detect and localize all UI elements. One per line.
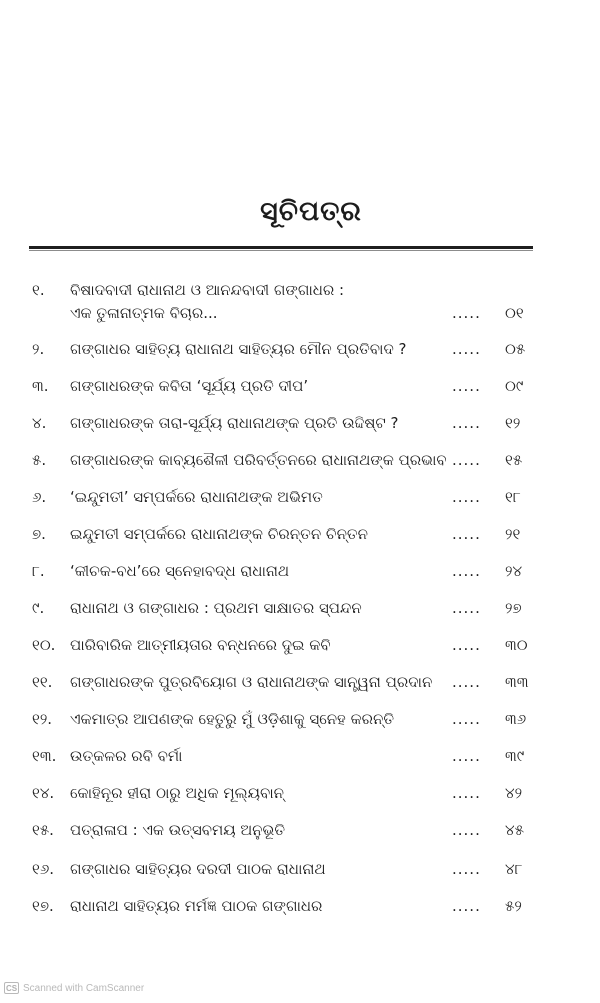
entry-title: ଗଙ୍ଗାଧର ସାହିତ୍ୟ ରାଧାନାଥ ସାହିତ୍ୟର ମୌନ ପ୍ରତିବାଦ ? bbox=[70, 340, 407, 358]
entry-page-number: ୧୮ bbox=[505, 488, 521, 506]
entry-title: ଇନ୍ଦୁମତୀ ସମ୍ପର୍କରେ ରାଧାନାଥଙ୍କ ଚିରନ୍ତନ ଚିନ୍ତନ bbox=[70, 525, 368, 543]
entry-title: ‘କୀଚକ-ବଧ’ରେ ସ୍ନେହାବଦ୍ଧ ରାଧାନାଥ bbox=[70, 562, 290, 580]
toc-entry bbox=[0, 747, 600, 773]
entry-page-number: ୩୯ bbox=[505, 747, 525, 765]
dot-leader: ..... bbox=[452, 562, 481, 580]
entry-title-line2: ଏକ ତୁଳାନାତ୍ମକ ବିଚାର... bbox=[70, 304, 218, 322]
dot-leader: ..... bbox=[452, 525, 481, 543]
toc-entry bbox=[0, 860, 600, 886]
toc-entry bbox=[0, 340, 600, 366]
entry-page-number: ୨୧ bbox=[505, 525, 521, 543]
entry-number: ୬. bbox=[32, 488, 47, 506]
toc-entry bbox=[0, 488, 600, 514]
dot-leader: ..... bbox=[452, 599, 481, 617]
entry-page-number: ୩୬ bbox=[505, 710, 527, 728]
entry-number: ୫. bbox=[32, 451, 47, 469]
entry-title: କୋହିନୂର ହୀରା ଠାରୁ ଅଧିକ ମୂଲ୍ୟବାନ୍ bbox=[70, 784, 284, 802]
entry-page-number: ୩୦ bbox=[505, 636, 528, 654]
entry-number: ୧୨. bbox=[32, 710, 53, 728]
dot-leader: ..... bbox=[452, 340, 481, 358]
entry-number: ୩. bbox=[32, 377, 49, 395]
toc-entry bbox=[0, 673, 600, 699]
dot-leader: ..... bbox=[452, 747, 481, 765]
dot-leader: ..... bbox=[452, 710, 481, 728]
entry-page-number: ୨୪ bbox=[505, 562, 523, 580]
entry-number: ୧୦. bbox=[32, 636, 56, 654]
entry-title: ପତ୍ରାଳାପ : ଏକ ଉତ୍ସବମୟ ଅନୁଭୂତି bbox=[70, 821, 286, 839]
entry-number: ୧୪. bbox=[32, 784, 55, 802]
entry-page-number: ୧୨ bbox=[505, 414, 521, 432]
entry-number: ୮. bbox=[32, 562, 45, 580]
entry-page-number: ୪୮ bbox=[505, 860, 523, 878]
entry-number: ୧୫. bbox=[32, 821, 54, 839]
entry-title: ଏକମାତ୍ର ଆପଣଙ୍କ ହେତୁରୁ ମୁଁ ଓଡ଼ିଶାକୁ ସ୍ନେହ କରନ୍ତି bbox=[70, 710, 395, 728]
entry-title: ରାଧାନାଥ ଓ ଗଙ୍ଗାଧର : ପ୍ରଥମ ସାକ୍ଷାତର ସ୍ପନ୍ଦନ bbox=[70, 599, 362, 617]
dot-leader: ..... bbox=[452, 451, 481, 469]
entry-number: ୧. bbox=[32, 281, 45, 299]
toc-entry bbox=[0, 636, 600, 662]
dot-leader: ..... bbox=[452, 304, 481, 322]
dot-leader: ..... bbox=[452, 636, 481, 654]
entry-title: ଗଙ୍ଗାଧରଙ୍କ କାବ୍ୟଶୈଳୀ ପରିବର୍ତ୍ତନରେ ରାଧାନାଥଙ୍କ ପ୍ରଭାବ bbox=[70, 451, 447, 469]
entry-page-number: ୦୫ bbox=[505, 340, 526, 358]
toc-entry bbox=[0, 525, 600, 551]
entry-number: ୨. bbox=[32, 340, 45, 358]
dot-leader: ..... bbox=[452, 488, 481, 506]
entry-number: ୪. bbox=[32, 414, 47, 432]
dot-leader: ..... bbox=[452, 673, 481, 691]
entry-number: ୧୬. bbox=[32, 860, 55, 878]
toc-entry bbox=[0, 562, 600, 588]
title-divider bbox=[29, 246, 533, 252]
toc-entry bbox=[0, 710, 600, 736]
dot-leader: ..... bbox=[452, 821, 481, 839]
entry-page-number: ୪୫ bbox=[505, 821, 524, 839]
entry-page-number: ୩୩ bbox=[505, 673, 529, 691]
dot-leader: ..... bbox=[452, 897, 481, 915]
toc-entry bbox=[0, 784, 600, 810]
watermark-text: Scanned with CamScanner bbox=[23, 982, 145, 994]
entry-number: ୯. bbox=[32, 599, 45, 617]
toc-entry bbox=[0, 599, 600, 625]
entry-page-number: ୦୯ bbox=[505, 377, 524, 395]
entry-page-number: ୪୨ bbox=[505, 784, 523, 802]
entry-title: ବିଷାଦବାଦୀ ରାଧାନାଥ ଓ ଆନନ୍ଦବାଦୀ ଗଙ୍ଗାଧର : bbox=[70, 281, 345, 299]
scanner-watermark bbox=[4, 982, 144, 994]
dot-leader: ..... bbox=[452, 377, 481, 395]
entry-page-number: ୨୭ bbox=[505, 599, 522, 617]
entry-number: ୧୩. bbox=[32, 747, 57, 765]
dot-leader: ..... bbox=[452, 414, 481, 432]
entry-page-number: ୧୫ bbox=[505, 451, 523, 469]
dot-leader: ..... bbox=[452, 860, 481, 878]
entry-title: ରାଧାନାଥ ସାହିତ୍ୟର ମର୍ମଜ୍ଞ ପାଠକ ଗଙ୍ଗାଧର bbox=[70, 897, 323, 915]
dot-leader: ..... bbox=[452, 784, 481, 802]
toc-entry bbox=[0, 377, 600, 403]
entry-title: ‘ଇନ୍ଦୁମତୀ’ ସମ୍ପର୍କରେ ରାଧାନାଥଙ୍କ ଅଭିମତ bbox=[70, 488, 323, 506]
entry-title: ପାରିବାରିକ ଆତ୍ମୀୟତାର ବନ୍ଧନରେ ଦୁଇ କବି bbox=[70, 636, 331, 654]
toc-entry-continuation bbox=[0, 304, 600, 330]
entry-title: ଗଙ୍ଗାଧରଙ୍କ ତାରା-ସୂର୍ଯ୍ୟ ରାଧାନାଥଙ୍କ ପ୍ରତି ଉଦ୍ଦିଷ୍ଟ ? bbox=[70, 414, 399, 432]
entry-number: ୧୭. bbox=[32, 897, 54, 915]
divider-thick-line bbox=[29, 246, 533, 249]
toc-entry bbox=[0, 451, 600, 477]
entry-title: ଗଙ୍ଗାଧର ସାହିତ୍ୟର ଦରଦୀ ପାଠକ ରାଧାନାଥ bbox=[70, 860, 326, 878]
entry-page-number: ୦୧ bbox=[505, 304, 524, 322]
entry-number: ୧୧. bbox=[32, 673, 53, 691]
camscanner-logo-icon: CS bbox=[5, 983, 18, 993]
entry-title: ଉତ୍କଳର ରବି ବର୍ମା bbox=[70, 747, 183, 765]
entry-page-number: ୫୨ bbox=[505, 897, 522, 915]
divider-thin-line bbox=[29, 250, 533, 251]
entry-title: ଗଙ୍ଗାଧରଙ୍କ କବିତା ‘ସୂର୍ଯ୍ୟ ପ୍ରତି ଦୀପ’ bbox=[70, 377, 309, 395]
page-title: ସୂଚିପତ୍ର bbox=[260, 196, 362, 227]
toc-entry bbox=[0, 414, 600, 440]
toc-entry bbox=[0, 821, 600, 847]
entry-number: ୭. bbox=[32, 525, 46, 543]
entry-title: ଗଙ୍ଗାଧରଙ୍କ ପୁତ୍ରବିୟୋଗ ଓ ରାଧାନାଥଙ୍କ ସାନ୍ତ୍ୱନା ପ୍ରଦାନ bbox=[70, 673, 433, 691]
toc-entry bbox=[0, 897, 600, 923]
